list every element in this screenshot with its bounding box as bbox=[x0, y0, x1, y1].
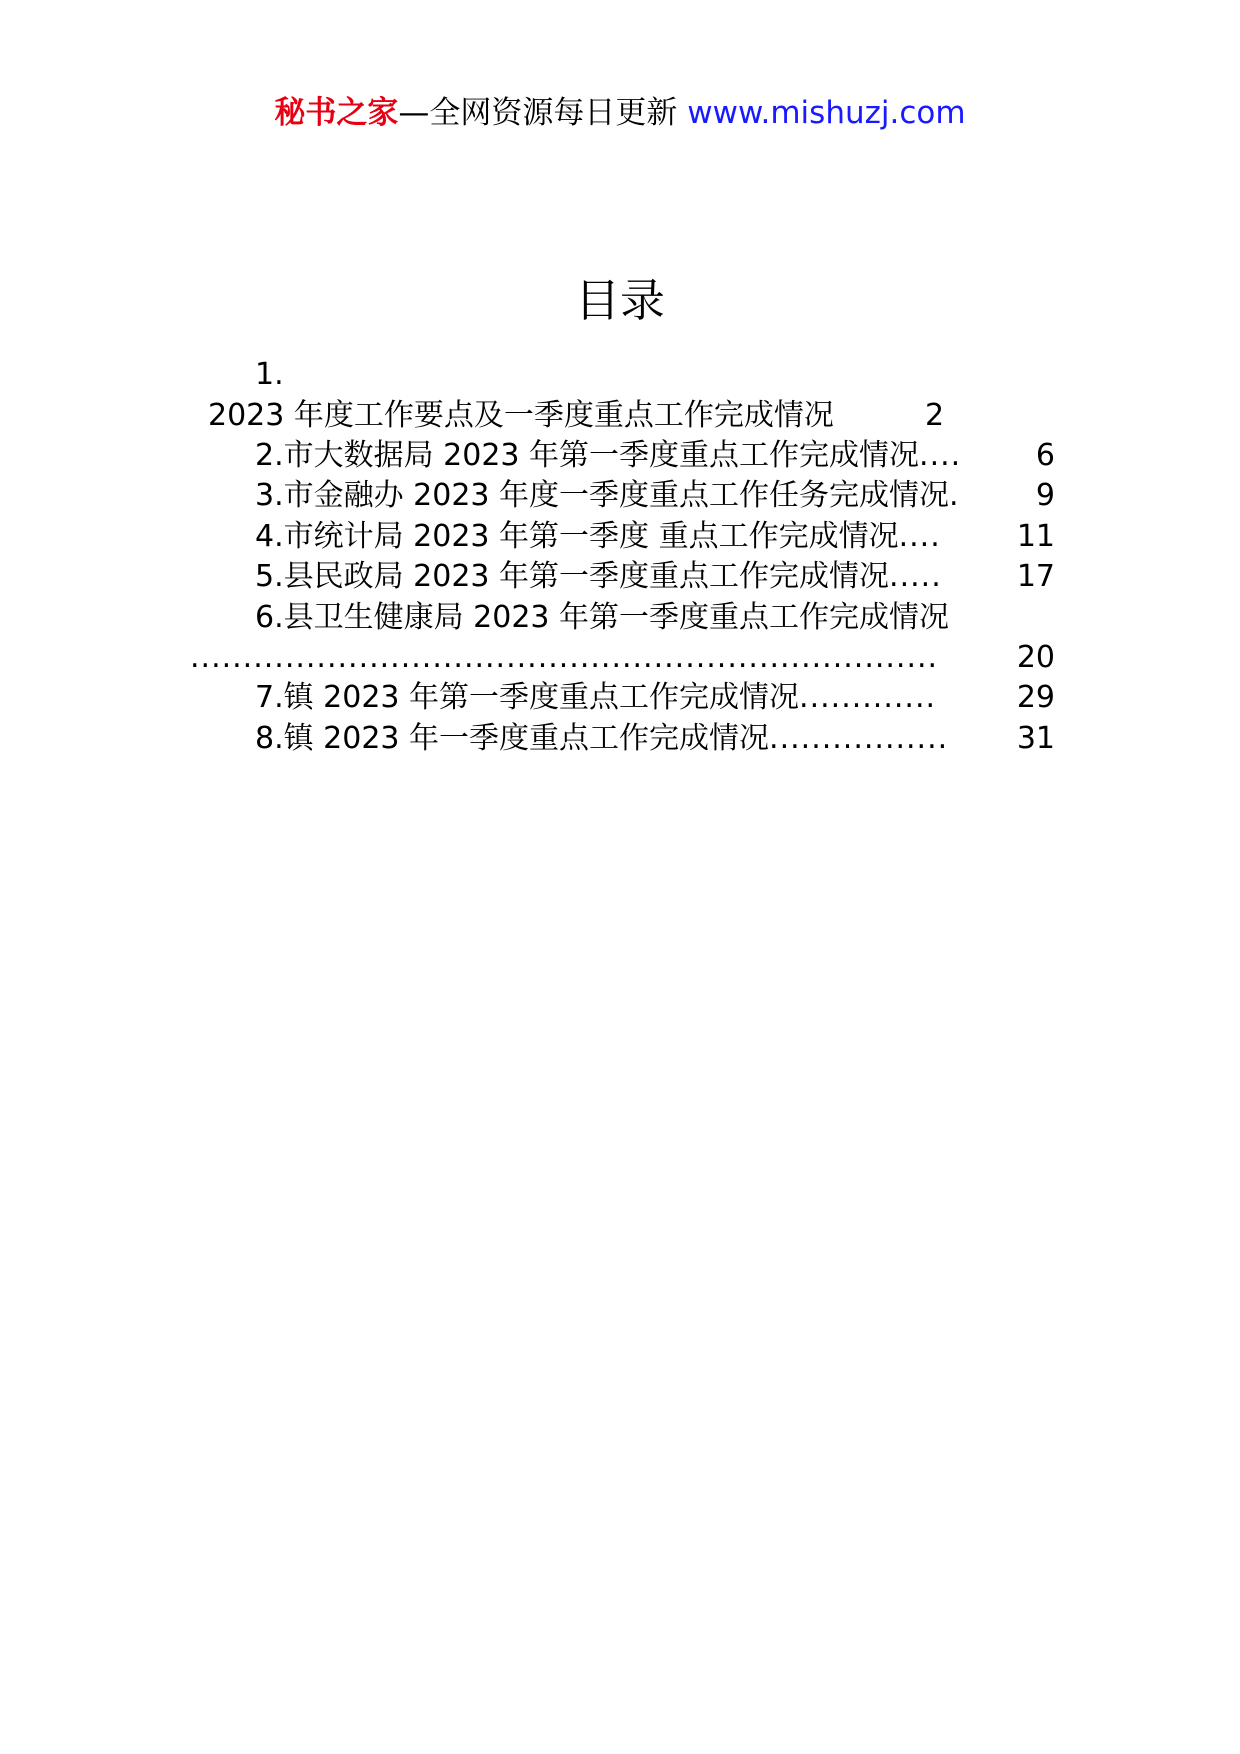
toc-item-8[interactable] bbox=[255, 721, 1055, 756]
toc-leader-dots: .... bbox=[898, 522, 941, 552]
toc-page-number: 29 bbox=[1016, 680, 1055, 715]
toc-item-1-page[interactable]: 2 bbox=[925, 398, 945, 433]
toc-leader-dots: . bbox=[949, 481, 960, 511]
toc-leader-dots: .... bbox=[919, 441, 962, 471]
toc-item-5[interactable] bbox=[255, 559, 1055, 594]
toc-item-4[interactable] bbox=[255, 519, 1055, 554]
toc-item-text: 7.镇 2023 年第一季度重点工作完成情况 bbox=[255, 680, 800, 715]
toc-item-1-number[interactable]: 1. bbox=[255, 357, 284, 392]
toc-item-text: 2.市大数据局 2023 年第一季度重点工作完成情况 bbox=[255, 438, 920, 473]
toc-page-number: 11 bbox=[1016, 519, 1055, 554]
toc-item-2[interactable] bbox=[255, 438, 1055, 473]
toc-page-number: 31 bbox=[1016, 721, 1055, 756]
toc-page-number: 9 bbox=[1035, 478, 1055, 513]
toc-item-text: 3.市金融办 2023 年度一季度重点工作任务完成情况 bbox=[255, 478, 950, 513]
toc-leader-dots: ............. bbox=[799, 683, 937, 713]
toc-leader-dots: ....................................................................... bbox=[190, 643, 939, 673]
toc-item-3[interactable] bbox=[255, 478, 1055, 513]
toc-page-number: 6 bbox=[1035, 438, 1055, 473]
toc-item-6-leader[interactable] bbox=[190, 640, 1055, 675]
toc-item-text: 4.市统计局 2023 年第一季度 重点工作完成情况 bbox=[255, 519, 899, 554]
toc-leader-dots: ..... bbox=[889, 562, 942, 592]
header-slogan: —全网资源每日更新 bbox=[398, 95, 678, 131]
toc-item-1-text[interactable]: 2023 年度工作要点及一季度重点工作完成情况 bbox=[208, 398, 834, 433]
toc-page-number: 20 bbox=[1016, 640, 1055, 675]
brand-name: 秘书之家 bbox=[274, 95, 399, 131]
document-title: 目录 bbox=[574, 274, 665, 327]
toc-item-6-text[interactable]: 6.县卫生健康局 2023 年第一季度重点工作完成情况 bbox=[255, 600, 950, 635]
toc-item-text: 5.县民政局 2023 年第一季度重点工作完成情况 bbox=[255, 559, 890, 594]
toc-page-number: 17 bbox=[1016, 559, 1055, 594]
toc-item-text: 8.镇 2023 年一季度重点工作完成情况 bbox=[255, 721, 770, 756]
toc-item-7[interactable] bbox=[255, 680, 1055, 715]
toc-leader-dots: ................. bbox=[769, 724, 949, 754]
website-link[interactable]: www.mishuzj.com bbox=[687, 95, 966, 131]
